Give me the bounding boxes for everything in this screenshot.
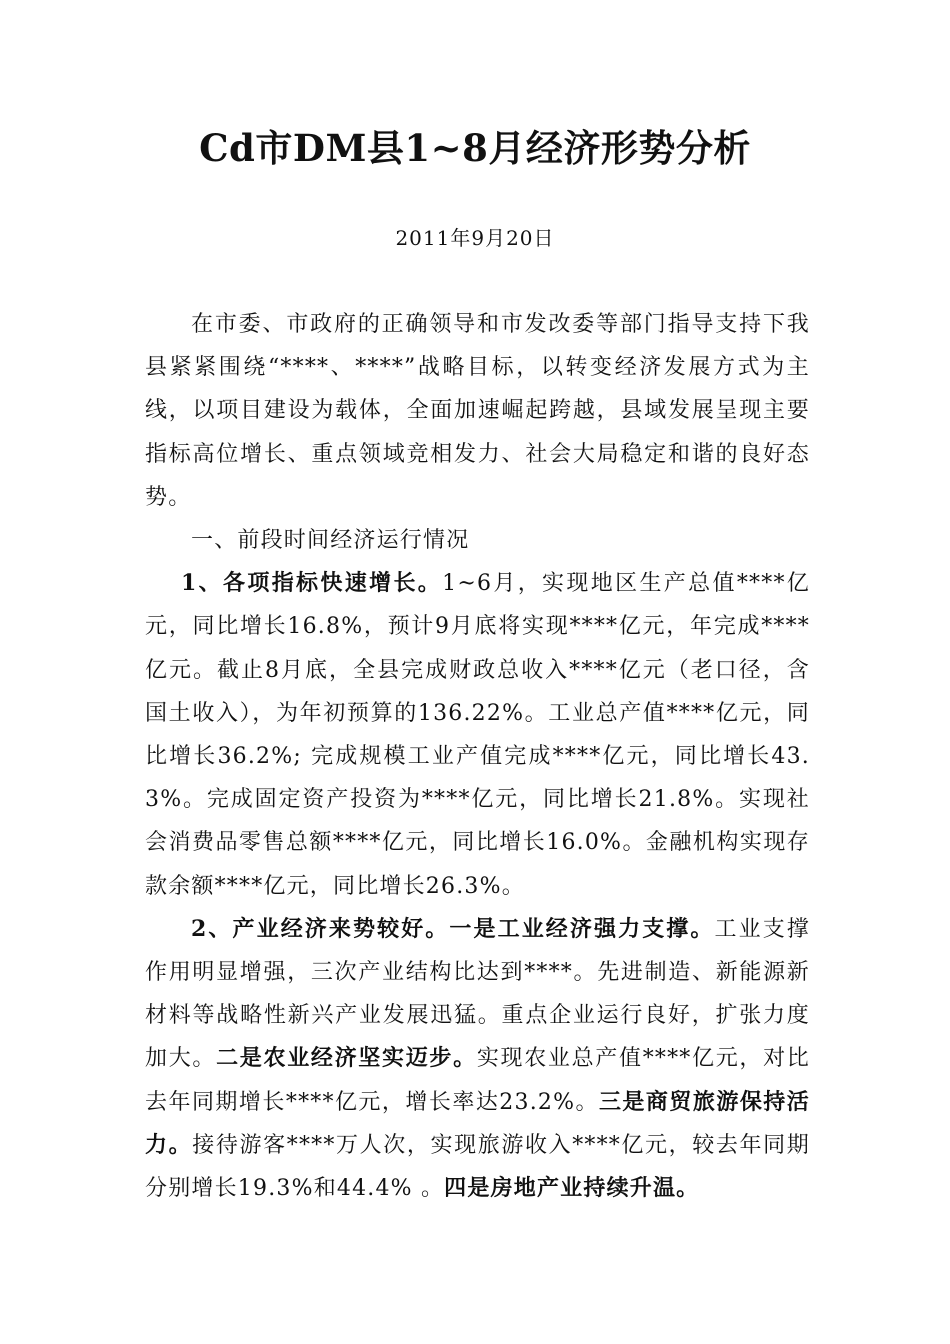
document-title: Cd市DM县1~8月经济形势分析	[199, 126, 751, 170]
point2-lead: 二是农业经济坚实迈步。	[216, 1045, 477, 1072]
point4-lead: 四是房地产业持续升温。	[444, 1175, 700, 1202]
document-date: 2011年9月20日	[395, 226, 555, 250]
section-heading	[145, 519, 810, 562]
paragraph-industry-lead: 2、产业经济来势较好。	[191, 915, 450, 942]
paragraph-indicators-lead: 1、各项指标快速增长。	[181, 570, 443, 597]
document-body	[145, 303, 810, 1210]
paragraph-indicators-text: 1~6月，实现地区生产总值****亿元，同比增长16.8%，预计9月底将实现****亿元，年完成****亿元。截止8月底，全县完成财政总收入****亿元（老口径，含国土收入），为年初预算的136.22%。工业总产值****亿元，同比增长36.2%; 完成规模工业产值完成****亿元，同比增长43.3%。完成固定资产投资为****亿元，同比增长21.8%。实现社会消费品零售总额****亿元，同比增长16.0%。金融机构实现存款余额****亿元，同比增长26.3%。	[145, 571, 811, 899]
point1-text: 工业支撑作用明显增强，三次产业结构比达到****。先进制造、新能源新材料等战略性新兴产业发展迅猛。重点企业运行良好，扩张力度加大。	[145, 916, 810, 1072]
point3-text: 接待游客****万人次，实现旅游收入****亿元，较去年同期分别增长19.3%和44.4% 。	[145, 1132, 810, 1202]
paragraph-indicators	[145, 562, 810, 908]
point2-text: 实现农业总产值****亿元，对比去年同期增长****亿元，增长率达23.2%。	[145, 1046, 811, 1115]
point3-lead: 三是商贸旅游保持活力。	[145, 1088, 810, 1158]
point1-lead: 一是工业经济强力支撑。	[449, 915, 715, 942]
section-heading-text: 一、前段时间经济运行情况	[191, 528, 470, 554]
intro-paragraph: 在市委、市政府的正确领导和市发改委等部门指导支持下我县紧紧围绕“****、****”战略目标，以转变经济发展方式为主线，以项目建设为载体，全面加速崛起跨越，县域发展呈现主要指标高位增长、重点领域竞相发力、社会大局稳定和谐的良好态势。	[145, 312, 810, 510]
paragraph-industry	[145, 908, 810, 1210]
